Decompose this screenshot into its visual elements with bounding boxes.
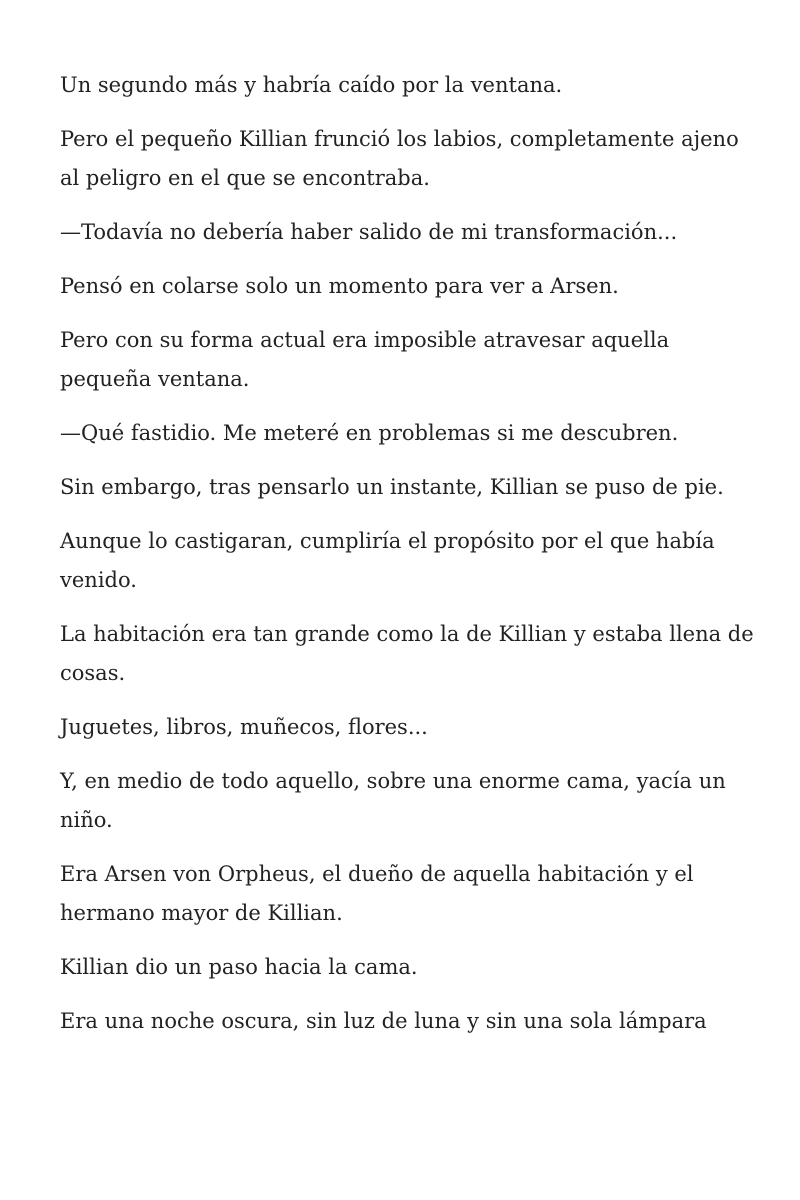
paragraph: Y, en medio de todo aquello, sobre una enorme cama, yacía un niño.	[60, 769, 726, 832]
paragraph: Pensó en colarse solo un momento para ver a Arsen.	[60, 274, 619, 298]
paragraph: Era Arsen von Orpheus, el dueño de aquella habitación y el hermano mayor de Killian.	[60, 862, 694, 925]
paragraph: La habitación era tan grande como la de Killian y estaba llena de cosas.	[60, 622, 754, 685]
paragraph: Killian dio un paso hacia la cama.	[60, 955, 418, 979]
document-body	[60, 66, 760, 1056]
paragraph: —Todavía no debería haber salido de mi transformación...	[60, 220, 678, 244]
paragraph: —Qué fastidio. Me meteré en problemas si me descubren.	[60, 421, 679, 445]
paragraph: Un segundo más y habría caído por la ventana.	[60, 73, 563, 97]
paragraph: Juguetes, libros, muñecos, flores...	[60, 715, 428, 739]
paragraph: Sin embargo, tras pensarlo un instante, Killian se puso de pie.	[60, 475, 724, 499]
paragraph: Aunque lo castigaran, cumpliría el propósito por el que había venido.	[60, 529, 715, 592]
paragraph: Pero con su forma actual era imposible atravesar aquella pequeña ventana.	[60, 328, 670, 391]
paragraph: Era una noche oscura, sin luz de luna y sin una sola lámpara	[60, 1009, 707, 1033]
paragraph: Pero el pequeño Killian frunció los labios, completamente ajeno al peligro en el que se encontraba.	[60, 127, 739, 190]
